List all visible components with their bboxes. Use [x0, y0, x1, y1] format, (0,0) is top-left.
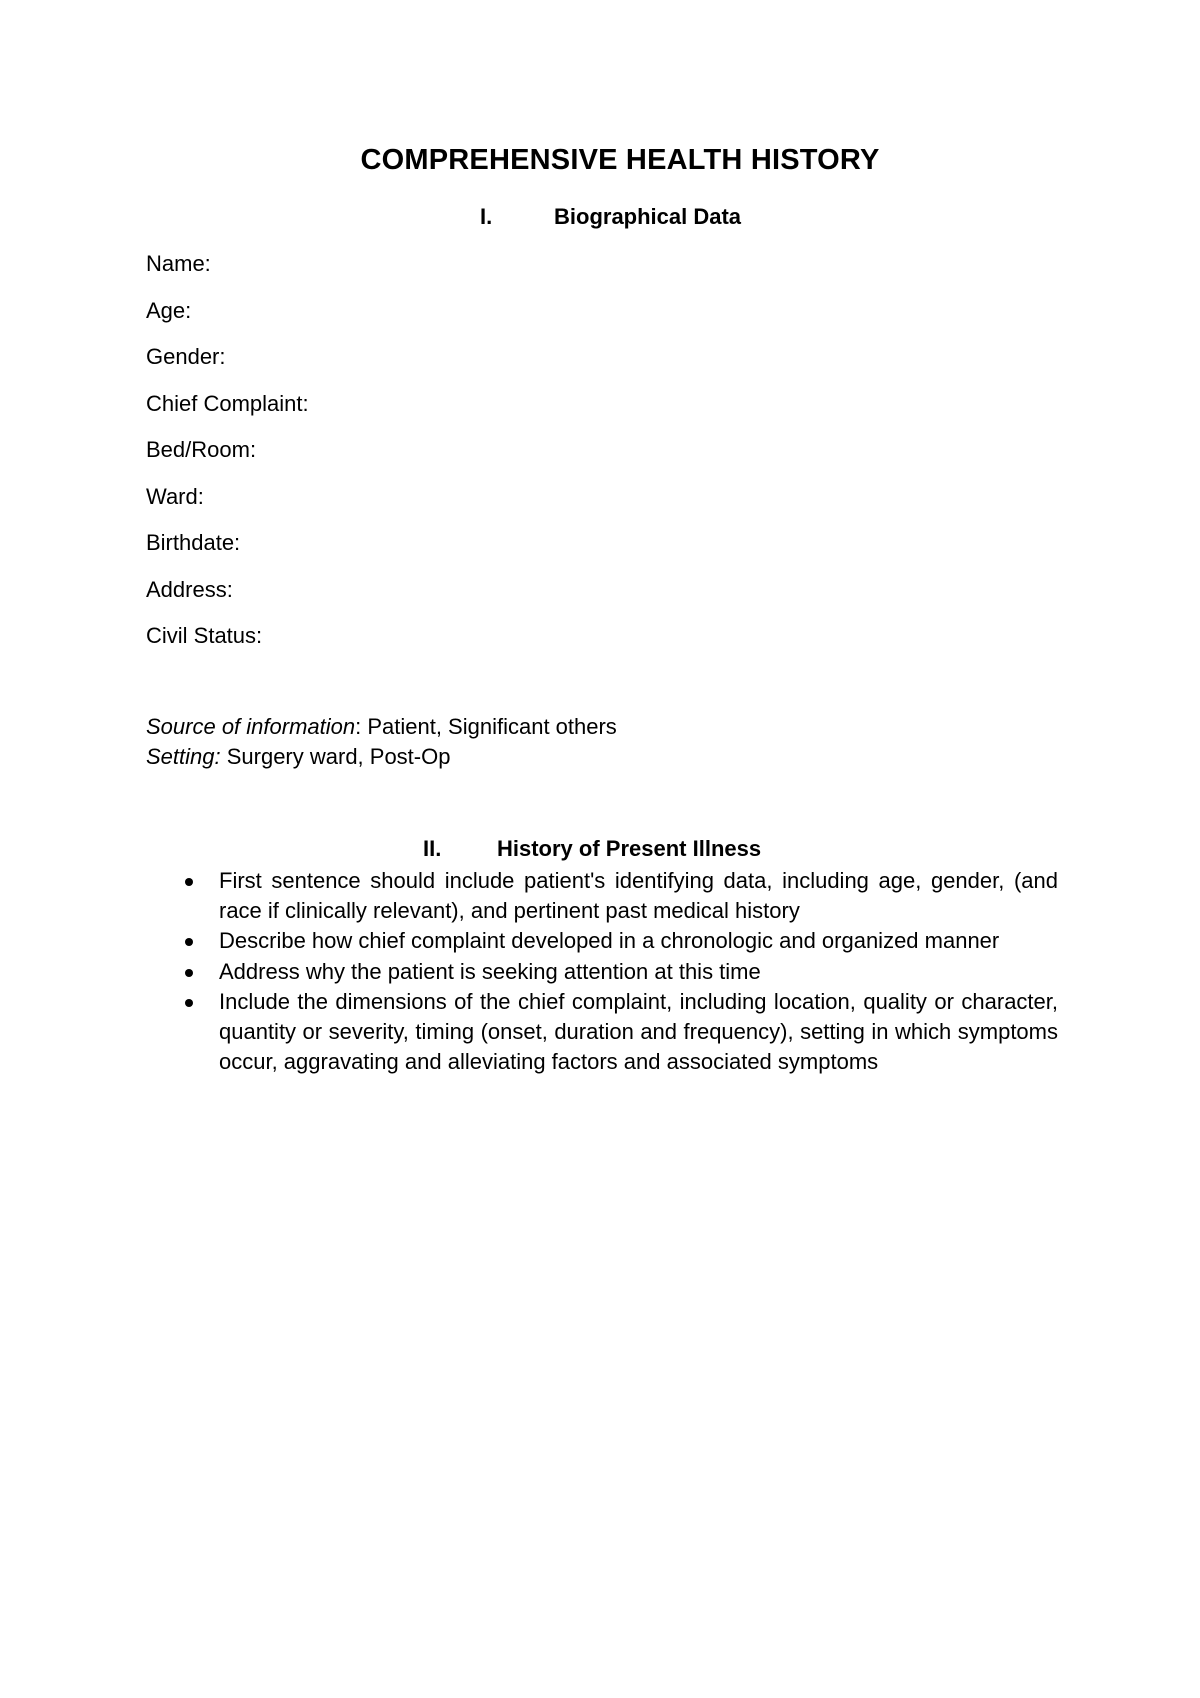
field-address-label: Address:	[146, 576, 233, 602]
field-ward-label: Ward:	[146, 483, 204, 509]
bullet-item	[168, 866, 1058, 926]
bullet-item	[168, 987, 1058, 1078]
setting-line	[146, 743, 450, 771]
biographical-field-list	[146, 250, 309, 669]
field-gender-label: Gender:	[146, 344, 226, 369]
field-civil-status-label: Civil Status:	[146, 623, 263, 648]
field-birthdate-label: Birthdate:	[146, 530, 241, 555]
bullet-dot-icon	[185, 999, 193, 1007]
bullet-text: Describe how chief complaint developed in a chronologic and organized manner	[219, 928, 1000, 954]
source-of-information	[146, 713, 617, 741]
bullet-text: First sentence should include patient's identifying data, including age, gender, (and race if clinically relevant), and pertinent past medical history	[219, 868, 1058, 924]
bullet-dot-icon	[185, 878, 193, 886]
section-title: History of Present Illness	[497, 836, 762, 861]
field-bed-room-label: Bed/Room:	[146, 437, 257, 462]
bullet-item	[168, 957, 1058, 987]
section-heading-biographical-data	[480, 204, 741, 230]
document-title: COMPREHENSIVE HEALTH HISTORY	[360, 144, 880, 176]
section-number: II.	[423, 836, 442, 861]
source-value: : Patient, Significant others	[355, 714, 617, 739]
field-name-label: Name:	[146, 251, 211, 276]
history-bullet-list	[168, 866, 1058, 1077]
field-age-label: Age:	[146, 297, 192, 323]
bullet-text: Address why the patient is seeking attention at this time	[219, 958, 761, 984]
source-label: Source of information	[146, 714, 356, 739]
section-title: Biographical Data	[554, 204, 742, 229]
setting-label: Setting:	[146, 744, 221, 769]
section-number: I.	[480, 204, 493, 229]
section-heading-history-of-present-illness	[423, 836, 761, 862]
setting-value: Surgery ward, Post-Op	[220, 744, 451, 769]
bullet-item	[168, 926, 1058, 956]
bullet-dot-icon	[185, 938, 193, 946]
field-chief-complaint-label: Chief Complaint:	[146, 390, 309, 416]
bullet-dot-icon	[185, 969, 193, 977]
bullet-text: Include the dimensions of the chief complaint, including location, quality or character, quantity or severity, timing (onset, duration and frequency), setting in which symptoms occur, aggravating and alleviating factors and associated symptoms	[219, 988, 1058, 1075]
